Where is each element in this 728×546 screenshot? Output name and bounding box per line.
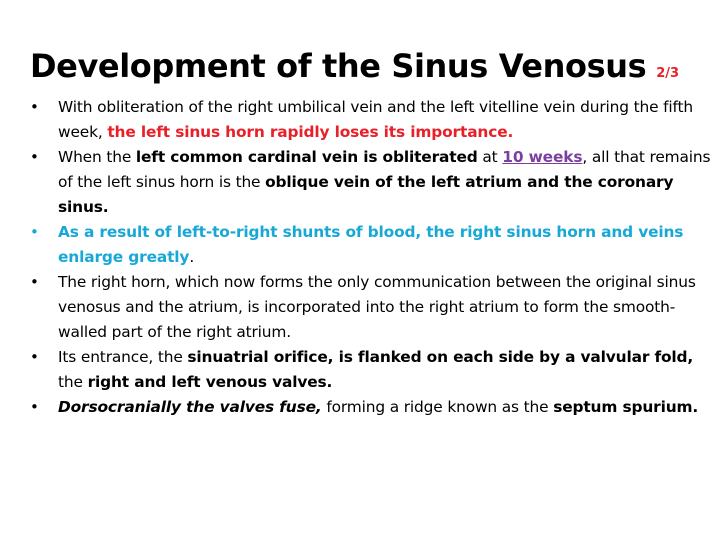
bullet-item — [30, 270, 712, 345]
bullet-text: the — [58, 373, 88, 391]
bullet-bold: septum spurium. — [553, 398, 699, 416]
bullet-text: forming a ridge known as the — [321, 398, 554, 416]
slide-title — [30, 40, 679, 100]
bullet-item — [30, 145, 712, 220]
bullet-bold-italic: Dorsocranially the valves fuse, — [58, 398, 322, 416]
bullet-icon: • — [30, 348, 39, 366]
bullet-highlight: As a result of left-to-right shunts of blood, the right sinus horn and veins enlarge greatly — [58, 223, 684, 266]
bullet-item — [30, 220, 712, 270]
bullet-bold: oblique vein of the left atrium and the coronary sinus. — [58, 173, 674, 216]
bullet-icon: • — [30, 273, 39, 291]
bullet-text: Its entrance, the — [58, 348, 188, 366]
bullet-icon: • — [30, 398, 39, 416]
bullet-text: at — [477, 148, 503, 166]
bullet-item — [30, 395, 712, 420]
bullet-bold: sinuatrial orifice, is flanked on each side by a valvular fold, — [187, 348, 694, 366]
bullet-icon: • — [30, 223, 39, 241]
bullet-text: . — [189, 248, 195, 266]
slide-title-text: Development of the Sinus Venosus — [30, 47, 647, 85]
bullet-bold: left common cardinal vein is obliterated — [135, 148, 478, 166]
bullet-item — [30, 345, 712, 395]
bullet-icon: • — [30, 98, 39, 116]
bullet-bold: right and left venous valves. — [87, 373, 333, 391]
bullet-text: The right horn, which now forms the only communication between the original sinus venosus and the atrium, is incorporated into the right atrium to form the smooth-walled part of the right atrium. — [58, 273, 696, 341]
bullet-highlight-link: 10 weeks — [502, 148, 583, 166]
bullet-text: With obliteration of the right umbilical vein and the left vitelline vein during the fifth week, — [58, 98, 694, 141]
bullet-highlight: the left sinus horn rapidly loses its importance. — [107, 123, 514, 141]
bullet-icon: • — [30, 148, 39, 166]
bullet-list — [30, 95, 712, 420]
slide-page-indicator: 2/3 — [656, 66, 680, 81]
bullet-item — [30, 95, 712, 145]
bullet-text: When the — [58, 148, 136, 166]
bullet-text: , all that remains of the left sinus horn is the — [58, 148, 711, 191]
